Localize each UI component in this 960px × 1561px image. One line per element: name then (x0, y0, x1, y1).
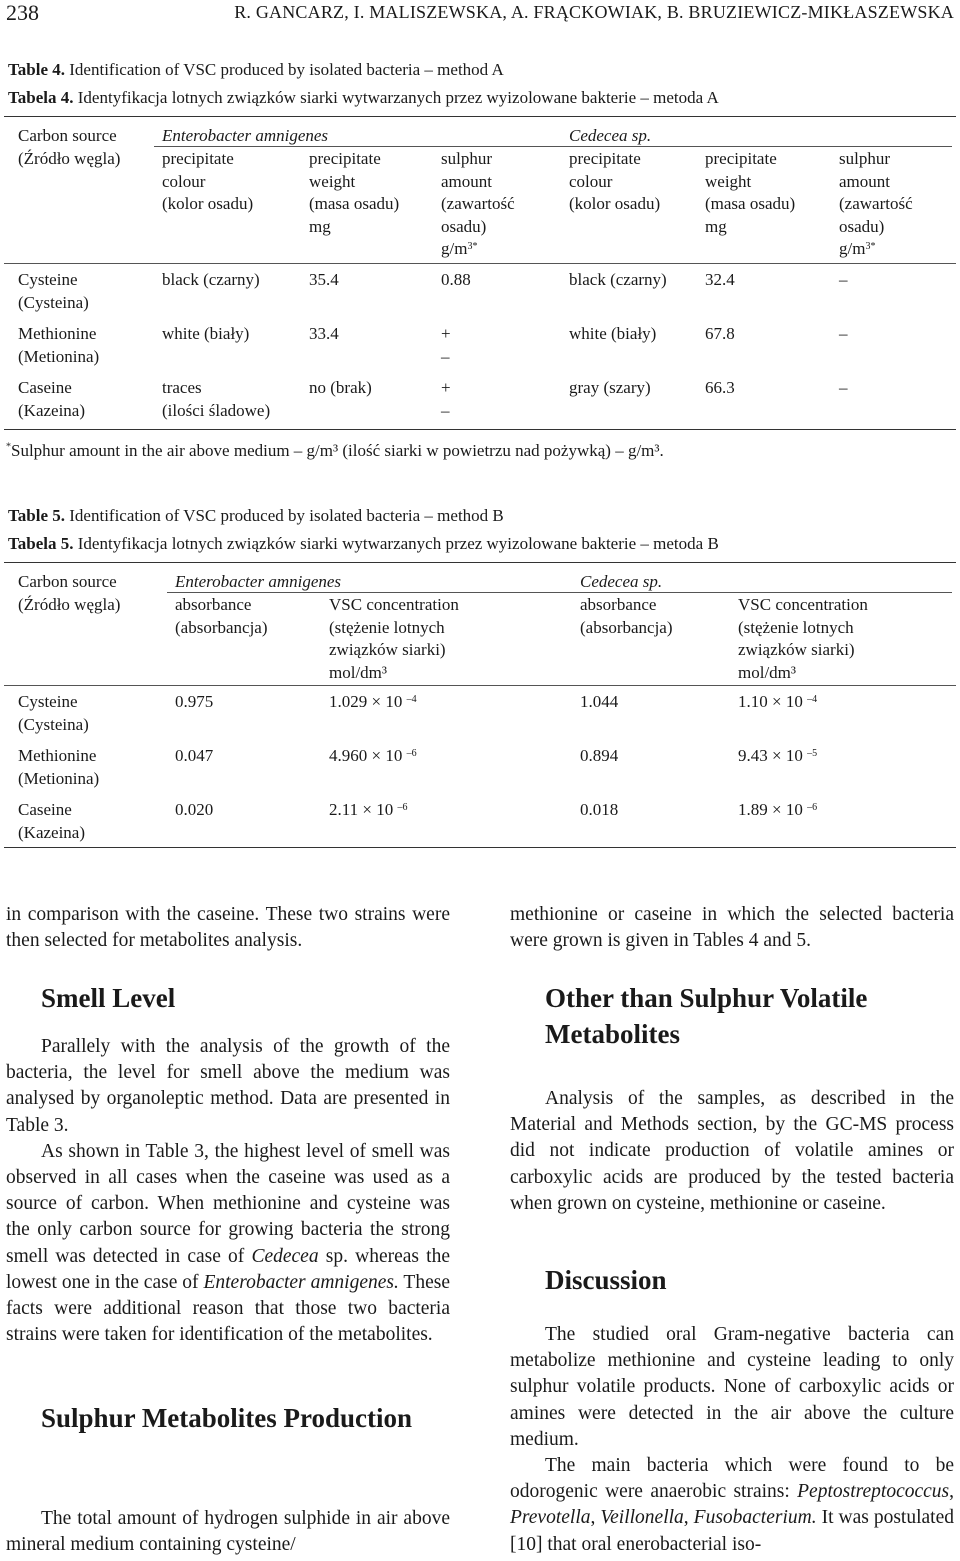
left-intro-paragraph: in comparison with the caseine. These two strains were then selected for metabolites analysis. (6, 904, 450, 952)
table4-cell: black (czarny) (162, 270, 260, 289)
table4-cell: 32.4 (705, 270, 735, 289)
table4-header-colour-c: precipitate colour (kolor osadu) (569, 149, 661, 213)
table4-cell: 35.4 (309, 270, 339, 289)
table4-cell-source: Cysteine (Cysteina) (18, 270, 89, 312)
table4-group-cedecea: Cedecea sp. (569, 126, 652, 145)
table4-group-rule (154, 146, 952, 147)
table5-cell: 4.960 × 10 $^{-6}$ (329, 746, 417, 765)
table5-cell: 1.044 (580, 692, 619, 711)
table5-cell: 0.975 (175, 692, 214, 711)
table5-header-absorbance-e: absorbance (absorbancja) (175, 595, 268, 637)
table4-cell: + – (441, 378, 451, 420)
table5-cell: 0.894 (580, 746, 619, 765)
table4-cell: gray (szary) (569, 378, 651, 397)
table4-cell: white (biały) (569, 324, 657, 343)
table5-header-rule (4, 685, 956, 686)
discussion-paragraph-1: The studied oral Gram-negative bacteria can metabolize methionine and cysteine leading to only sulphur volatile products. None of carboxylic acids or amines were detected in the air above the culture medium. (510, 1324, 954, 1450)
discussion-paragraph-2: The main bacteria which were found to be odorogenic were anaerobic strains: Peptostreptococcus, Prevotella, Veillonella, Fusobacterium. It was postulated [10] that oral enerobacterial iso- (510, 1455, 954, 1555)
author-list: R. GANCARZ, I. MALISZEWSKA, A. FRĄCKOWIAK, B. BRUZIEWICZ-MIKŁASZEWSKA (234, 2, 954, 22)
table4-header-sulphur-e: sulphur amount (zawartość osadu) $g/m^{3*}$ (441, 149, 515, 258)
table4-cell: black (czarny) (569, 270, 667, 289)
discussion-section-text (510, 1322, 954, 1558)
table5-cell: 0.047 (175, 746, 214, 765)
table4-cell: – (839, 378, 848, 397)
table5-caption-pl: Tabela 5. Identyfikacja lotnych związków siarki wytwarzanych przez wyizolowane bakterie – metoda B (8, 534, 719, 553)
table5-header-vsc-c: VSC concentration (stężenie lotnych związków siarki) mol/dm³ (738, 595, 868, 682)
table4-cell-source: Methionine (Metionina) (18, 324, 100, 366)
table4-cell: – (839, 270, 848, 289)
table4-caption-en: Table 4. Identification of VSC produced by isolated bacteria – method A (8, 60, 504, 79)
table4-header-sulphur-c: sulphur amount (zawartość osadu) $g/m^{3*}$ (839, 149, 913, 258)
page-number: 238 (6, 0, 39, 25)
heading-discussion: Discussion (545, 1265, 667, 1295)
table5-cell-source: Caseine (Kazeina) (18, 800, 86, 842)
table4-cell: 33.4 (309, 324, 339, 343)
other-section-text: Analysis of the samples, as described in the Material and Methods section, by the GC-MS process did not indicate production of volatile amines or carboxylic acids are produced by the tested bacteria when grown on cysteine, methionine or caseine. (510, 1088, 954, 1214)
table4-header-rule (4, 263, 956, 264)
table5-header-vsc-e: VSC concentration (stężenie lotnych związków siarki) mol/dm³ (329, 595, 459, 682)
running-header (4, 0, 956, 26)
heading-smell-level: Smell Level (41, 983, 176, 1013)
table5-cell-source: Methionine (Metionina) (18, 746, 100, 788)
table5-cell: 1.10 × 10 $^{-4}$ (738, 692, 818, 711)
table5-cell: 1.029 × 10 $^{-4}$ (329, 692, 417, 711)
table4-header-carbon-source: Carbon source (Źródło węgla) (18, 126, 121, 168)
table5-cell: 9.43 × 10 $^{-5}$ (738, 746, 818, 765)
table4-cell-source: Caseine (Kazeina) (18, 378, 86, 420)
table4-cell: – (839, 324, 848, 343)
table5-group-enterobacter: Enterobacter amnigenes (175, 572, 342, 591)
sulphur-section-text: The total amount of hydrogen sulphide in air above mineral medium containing cysteine/ (6, 1508, 450, 1556)
table4-header-colour-e: precipitate colour (kolor osadu) (162, 149, 254, 213)
table4-cell: 0.88 (441, 270, 471, 289)
heading-sulphur-metabolites: Sulphur Metabolites Production (41, 1403, 413, 1433)
table4-cell: no (brak) (309, 378, 372, 397)
table5-cell: 1.89 × 10 $^{-6}$ (738, 800, 818, 819)
table4-caption-pl: Tabela 4. Identyfikacja lotnych związków siarki wytwarzanych przez wyizolowane bakterie – metoda A (8, 88, 719, 107)
table4-cell: 66.3 (705, 378, 735, 397)
table4-cell: white (biały) (162, 324, 250, 343)
right-intro-paragraph: methionine or caseine in which the selected bacteria were grown is given in Tables 4 and 5. (510, 904, 954, 952)
heading-other-volatile-metabolites: Other than Sulphur Volatile Metabolites (545, 983, 868, 1049)
table4-header-weight-e: precipitate weight (masa osadu) mg (309, 149, 400, 236)
table5-cell: 0.018 (580, 800, 619, 819)
table4-cell: traces (ilości śladowe) (162, 378, 271, 420)
table5-cell: 2.11 × 10 $^{-6}$ (329, 800, 408, 819)
table4 (4, 116, 956, 430)
table4-footnote: *Sulphur amount in the air above medium – g/m³ (ilość siarki w powietrzu nad pożywką) – g/m³. (6, 441, 664, 460)
table5 (4, 562, 956, 848)
smell-section-text (6, 1034, 450, 1348)
table5-header-carbon-source: Carbon source (Źródło węgla) (18, 572, 121, 614)
table5-group-rule (167, 592, 952, 593)
table4-cell: 67.8 (705, 324, 735, 343)
table4-group-enterobacter: Enterobacter amnigenes (162, 126, 329, 145)
table5-header-absorbance-c: absorbance (absorbancja) (580, 595, 673, 637)
table5-caption-en: Table 5. Identification of VSC produced by isolated bacteria – method B (8, 506, 504, 525)
smell-paragraph-2: As shown in Table 3, the highest level of smell was observed in all cases when the caseine was used as a source of carbon. When methionine and cysteine was the only carbon source for growing bacteria the strong smell was detected in case of Cedecea sp. whereas the lowest one in the case of Enterobacter amnigenes. These facts were additional reason that those two bacteria strains were taken for identification of the metabolites. (6, 1140, 450, 1346)
table5-cell-source: Cysteine (Cysteina) (18, 692, 89, 734)
table4-cell: + – (441, 324, 451, 366)
table4-header-weight-c: precipitate weight (masa osadu) mg (705, 149, 796, 236)
table5-cell: 0.020 (175, 800, 214, 819)
smell-paragraph-1: Parallely with the analysis of the growth of the bacteria, the level for smell above the medium was analysed by organoleptic method. Data are presented in Table 3. (6, 1036, 450, 1136)
table5-group-cedecea: Cedecea sp. (580, 572, 663, 591)
